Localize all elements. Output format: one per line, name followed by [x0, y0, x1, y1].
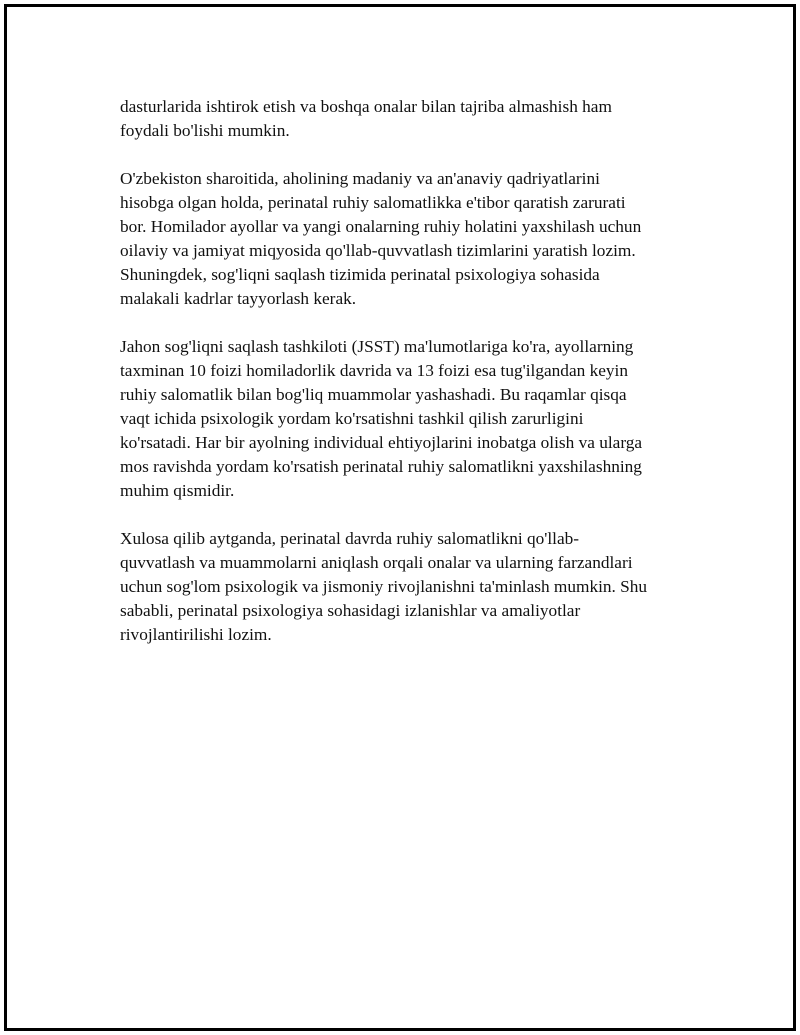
page-body [120, 95, 690, 671]
text-line: rivojlantirilishi lozim. [120, 625, 272, 644]
text-line: Jahon sog'liqni saqlash tashkiloti (JSST) ma'lumotlariga ko'ra, ayollarning [120, 337, 634, 356]
paragraph-intro-continuation [120, 95, 690, 143]
text-line: vaqt ichida psixologik yordam ko'rsatishni tashkil qilish zarurligini [120, 409, 584, 428]
page-frame [4, 4, 796, 1031]
text-line: O'zbekiston sharoitida, aholining madaniy va an'anaviy qadriyatlarini [120, 169, 600, 188]
text-line: uchun sog'lom psixologik va jismoniy rivojlanishni ta'minlash mumkin. Shu [120, 577, 648, 596]
paragraph-uzbekistan-context [120, 167, 690, 311]
text-line: hisobga olgan holda, perinatal ruhiy salomatlikka e'tibor qaratish zarurati [120, 193, 626, 212]
text-line: muhim qismidir. [120, 481, 235, 500]
text-line: bor. Homilador ayollar va yangi onalarning ruhiy holatini yaxshilash uchun [120, 217, 642, 236]
text-line: quvvatlash va muammolarni aniqlash orqali onalar va ularning farzandlari [120, 553, 633, 572]
paragraph-who-statistics [120, 335, 690, 503]
text-line: sababli, perinatal psixologiya sohasidagi izlanishlar va amaliyotlar [120, 601, 581, 620]
paragraph-conclusion [120, 527, 690, 647]
text-line: dasturlarida ishtirok etish va boshqa onalar bilan tajriba almashish ham [120, 97, 612, 116]
text-line: taxminan 10 foizi homiladorlik davrida va 13 foizi esa tug'ilgandan keyin [120, 361, 628, 380]
text-line: foydali bo'lishi mumkin. [120, 121, 290, 140]
text-line: mos ravishda yordam ko'rsatish perinatal ruhiy salomatlikni yaxshilashning [120, 457, 642, 476]
text-line: oilaviy va jamiyat miqyosida qo'llab-quvvatlash tizimlarini yaratish lozim. [120, 241, 636, 260]
text-line: ruhiy salomatlik bilan bog'liq muammolar yashashadi. Bu raqamlar qisqa [120, 385, 627, 404]
text-line: malakali kadrlar tayyorlash kerak. [120, 289, 357, 308]
text-line: ko'rsatadi. Har bir ayolning individual ehtiyojlarini inobatga olish va ularga [120, 433, 643, 452]
text-line: Xulosa qilib aytganda, perinatal davrda ruhiy salomatlikni qo'llab- [120, 529, 580, 548]
text-line: Shuningdek, sog'liqni saqlash tizimida perinatal psixologiya sohasida [120, 265, 600, 284]
